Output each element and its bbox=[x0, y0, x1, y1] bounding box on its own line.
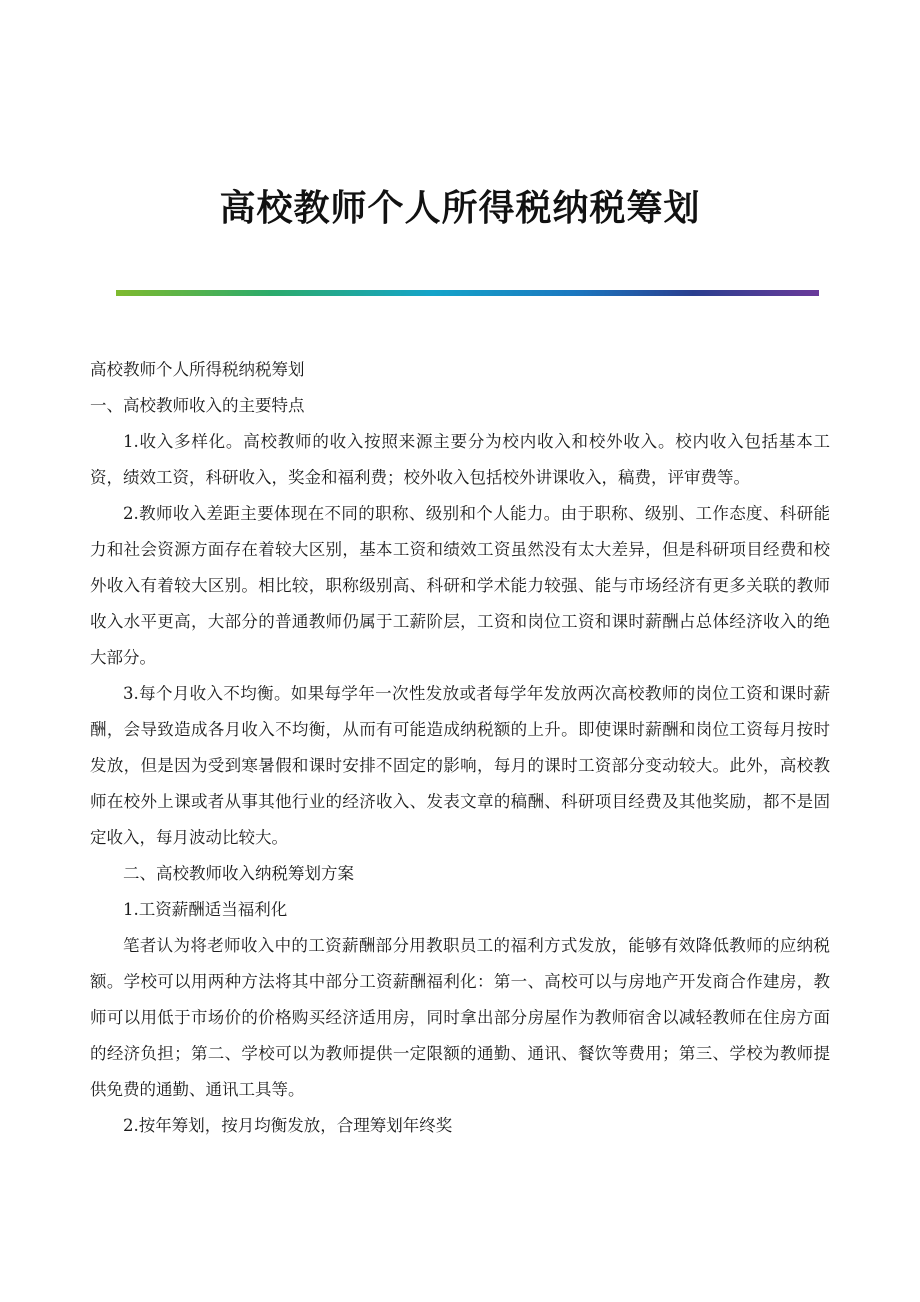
document-body bbox=[90, 352, 830, 1144]
subheading-annual-planning: 2.按年筹划，按月均衡发放，合理筹划年终奖 bbox=[123, 1116, 453, 1135]
paragraph-income-diversity: 1.收入多样化。高校教师的收入按照来源主要分为校内收入和校外收入。校内收入包括基本工资，绩效工资，科研收入，奖金和福利费；校外收入包括校外讲课收入，稿费，评审费等。 bbox=[90, 432, 830, 487]
document-title: 高校教师个人所得税纳税筹划 bbox=[219, 187, 701, 229]
paragraph-welfare: 笔者认为将老师收入中的工资薪酬部分用教职员工的福利方式发放，能够有效降低教师的应纳税额。学校可以用两种方法将其中部分工资薪酬福利化：第一、高校可以与房地产开发商合作建房，教师可以用低于市场价的价格购买经济适用房，同时拿出部分房屋作为教师宿舍以减轻教师在住房方面的经济负担；第二、学校可以为教师提供一定限额的通勤、通讯、餐饮等费用；第三、学校为教师提供免费的通勤、通讯工具等。 bbox=[90, 936, 830, 1099]
body-title: 高校教师个人所得税纳税筹划 bbox=[90, 360, 305, 379]
section-heading-1: 一、高校教师收入的主要特点 bbox=[90, 396, 305, 415]
paragraph-income-gap: 2.教师收入差距主要体现在不同的职称、级别和个人能力。由于职称、级别、工作态度、科研能力和社会资源方面存在着较大区别，基本工资和绩效工资虽然没有太大差异，但是科研项目经费和校外收入有着较大区别。相比较，职称级别高、科研和学术能力较强、能与市场经济有更多关联的教师收入水平更高，大部分的普通教师仍属于工薪阶层，工资和岗位工资和课时薪酬占总体经济收入的绝大部分。 bbox=[90, 504, 830, 667]
section-heading-2: 二、高校教师收入纳税筹划方案 bbox=[123, 864, 354, 883]
title-divider bbox=[116, 290, 819, 296]
paragraph-monthly-imbalance: 3.每个月收入不均衡。如果每学年一次性发放或者每学年发放两次高校教师的岗位工资和课时薪酬，会导致造成各月收入不均衡，从而有可能造成纳税额的上升。即使课时薪酬和岗位工资每月按时发放，但是因为受到寒暑假和课时安排不固定的影响，每月的课时工资部分变动较大。此外，高校教师在校外上课或者从事其他行业的经济收入、发表文章的稿酬、科研项目经费及其他奖励，都不是固定收入，每月波动比较大。 bbox=[90, 684, 830, 847]
subheading-welfare: 1.工资薪酬适当福利化 bbox=[123, 900, 288, 919]
